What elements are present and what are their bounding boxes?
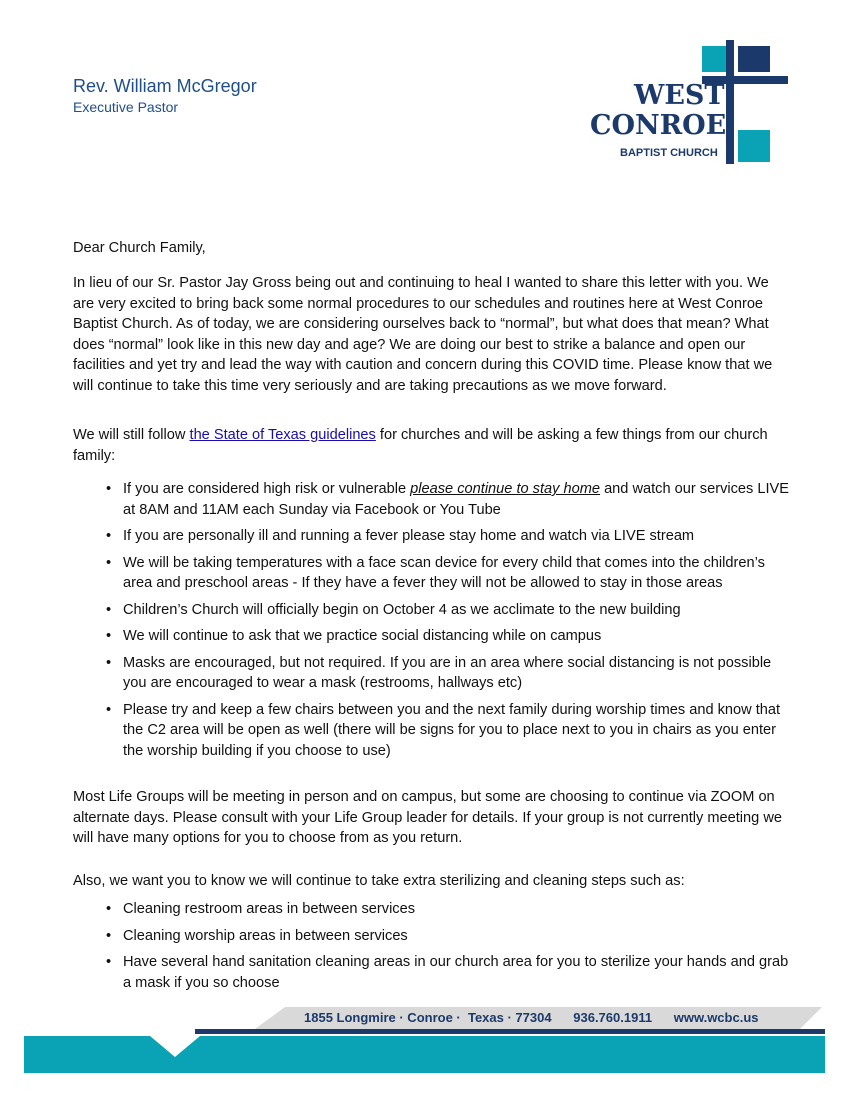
sender-name: Rev. William McGregor xyxy=(73,76,257,96)
cleaning-list xyxy=(73,899,793,999)
bullet-icon: • xyxy=(106,927,112,944)
bullet-icon: • xyxy=(106,481,112,497)
guidelines-list xyxy=(73,479,793,767)
footer-website[interactable]: www.wcbc.us xyxy=(673,1010,759,1025)
logo-word-conroe: CONROE xyxy=(590,110,727,141)
paragraph-guidelines xyxy=(73,425,793,466)
list-item-text: Have several hand sanitation cleaning areas in our church area for you to sterilize your hands and grab a mask if you so choose xyxy=(123,954,789,991)
paragraph-guidelines-text-b: for churches and will be asking a few things from our church family: xyxy=(73,427,768,464)
list-item-emphasis: please continue to stay home xyxy=(410,481,601,497)
list-item xyxy=(73,479,793,520)
logo-word-west: WEST xyxy=(634,80,725,111)
list-item-text-a: If you are considered high risk or vulnerable xyxy=(123,481,411,497)
list-item-text-b: and watch our services LIVE at 8AM and 11AM each Sunday via Facebook or You Tube xyxy=(123,481,790,518)
list-item xyxy=(73,926,793,947)
bullet-icon: • xyxy=(106,701,112,718)
bullet-icon: • xyxy=(106,654,112,671)
footer-contact xyxy=(304,1010,759,1025)
list-item-text: We will be taking temperatures with a face scan device for every child that comes into the children’s area and preschool areas - If they have a fever they will not be allowed to stay in those areas xyxy=(123,554,765,591)
list-item xyxy=(73,553,793,594)
list-item xyxy=(73,526,793,547)
bullet-icon: • xyxy=(106,528,112,544)
state-of-texas-guidelines-link[interactable]: the State of Texas guidelines xyxy=(189,427,376,443)
list-item-text: Cleaning worship areas in between services xyxy=(123,927,408,944)
bullet-icon: • xyxy=(106,954,112,970)
list-item xyxy=(73,626,793,647)
list-item xyxy=(73,700,793,762)
list-item xyxy=(73,952,793,993)
list-item-text: Masks are encouraged, but not required. If you are in an area where social distancing is not possible you are encouraged to wear a mask (restrooms, hallways etc) xyxy=(123,654,772,691)
logo-word-baptist-church: BAPTIST CHURCH xyxy=(620,147,718,159)
salutation: Dear Church Family, xyxy=(73,240,206,256)
list-item-text: If you are personally ill and running a fever please stay home and watch via LIVE stream xyxy=(123,528,695,544)
church-logo xyxy=(588,40,788,168)
bullet-icon: • xyxy=(106,628,112,644)
bullet-icon: • xyxy=(106,554,112,571)
sender-title: Executive Pastor xyxy=(73,99,179,115)
bullet-icon: • xyxy=(106,601,112,618)
list-item-text: Cleaning restroom areas in between services xyxy=(123,901,416,917)
list-item-text: Please try and keep a few chairs between you and the next family during worship times and know that the C2 area will be open as well (there will be signs for you to place next to you in chairs as you enter the worship building if you choose to use) xyxy=(123,701,781,759)
list-item xyxy=(73,899,793,920)
list-item-text: Children’s Church will officially begin on October 4 as we acclimate to the new building xyxy=(123,601,681,618)
paragraph-guidelines-text-a: We will still follow xyxy=(73,427,190,443)
footer-phone: 936.760.1911 xyxy=(573,1010,653,1025)
paragraph-cleaning-intro: Also, we want you to know we will continue to take extra sterilizing and cleaning steps such as: xyxy=(73,873,685,889)
list-item xyxy=(73,653,793,694)
list-item xyxy=(73,600,793,621)
paragraph-intro: In lieu of our Sr. Pastor Jay Gross being out and continuing to heal I wanted to share this letter with you. We are very excited to bring back some normal procedures to our schedules and routines here at West Conroe Baptist Church. As of today, we are considering ourselves back to “normal”, but what does that mean? What does “normal” look like in this new day and age? We are doing our best to strike a balance and open our facilities and yet try and lead the way with caution and concern during this COVID time. Please know that we will continue to take this time very seriously and are taking precautions as we move forward. xyxy=(73,275,773,394)
bullet-icon: • xyxy=(106,901,112,917)
footer-address: 1855 Longmire · Conroe · Texas · 77304 xyxy=(304,1010,552,1025)
paragraph-life-groups: Most Life Groups will be meeting in person and on campus, but some are choosing to continue via ZOOM on alternate days. Please consult with your Life Group leader for details. If your group is not currently meeting we will have many options for you to choose from as you return. xyxy=(73,789,782,846)
list-item-text: We will continue to ask that we practice social distancing while on campus xyxy=(123,628,602,644)
